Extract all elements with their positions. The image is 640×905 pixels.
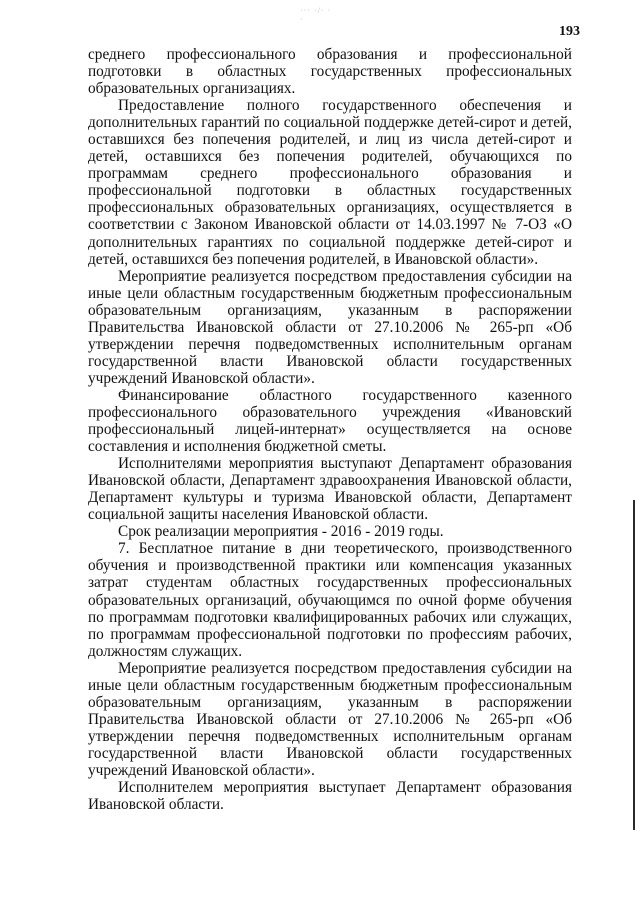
paragraph-state-support: Предоставление полного государственного обеспечения и дополнительных гарантий по социальной поддержке детей-сирот и детей, оставшихся без попечения родителей, и лиц из числа детей-сирот и детей, оставшихся без попечения родителей, обучающихся по программам среднего профессионального образования и профессиональной подготовки в областных государственных профессиональных образовательных организациях, осуществляется в соответствии с Законом Ивановской области от 14.03.1997 № 7-ОЗ «О дополнительных гарантиях по социальной поддержке детей-сирот и детей, оставшихся без попечения родителей, в Ивановской области». <box>88 97 572 268</box>
page-number: 193 <box>559 24 580 39</box>
paragraph-executor: Исполнителем мероприятия выступает Департамент образования Ивановской области. <box>88 779 572 814</box>
paragraph-continuation: среднего профессионального образования и профессиональной подготовки в областных государственных профессиональных образовательных организациях. <box>88 46 572 98</box>
scan-edge-line <box>633 500 635 830</box>
paragraph-executors: Исполнителями мероприятия выступают Департамент образования Ивановской области, Департамент здравоохранения Ивановской области, Департамент культуры и туризма Ивановской области, Департамент социальной защиты населения Ивановской области. <box>88 455 572 524</box>
paragraph-subsidy-2: Мероприятие реализуется посредством предоставления субсидии на иные цели областным государственным бюджетным профессиональным образовательным организациям, указанным в распоряжении Правительства Ивановской области от 27.10.2006 № 265-рп «Об утверждении перечня подведомственных исполнительным органам государственной власти Ивановской области государственных учреждений Ивановской области». <box>88 659 572 779</box>
paragraph-item-7: 7. Бесплатное питание в дни теоретического, производственного обучения и производственной практики или компенсация указанных затрат студентам областных государственных профессиональных образовательных организаций, обучающимся по очной форме обучения по программам подготовки квалифицированных рабочих или служащих, по программам профессиональной подготовки по профессиям рабочих, должностям служащих. <box>88 540 572 660</box>
body-text <box>88 46 572 813</box>
paragraph-subsidy-1: Мероприятие реализуется посредством предоставления субсидии на иные цели областным государственным бюджетным профессиональным образовательным организациям, указанным в распоряжении Правительства Ивановской области от 27.10.2006 № 265-рп «Об утверждении перечня подведомственных исполнительным органам государственной власти Ивановской области государственных учреждений Ивановской области». <box>88 267 572 387</box>
paragraph-term: Срок реализации мероприятия - 2016 - 2019 годы. <box>118 523 444 541</box>
scan-artifact: ··· ·/· · · <box>300 6 332 24</box>
paragraph-financing: Финансирование областного государственного казенного профессионального образовательного учреждения «Ивановский профессиональный лицей-интернат» осуществляется на основе составления и исполнения бюджетной сметы. <box>88 386 572 456</box>
